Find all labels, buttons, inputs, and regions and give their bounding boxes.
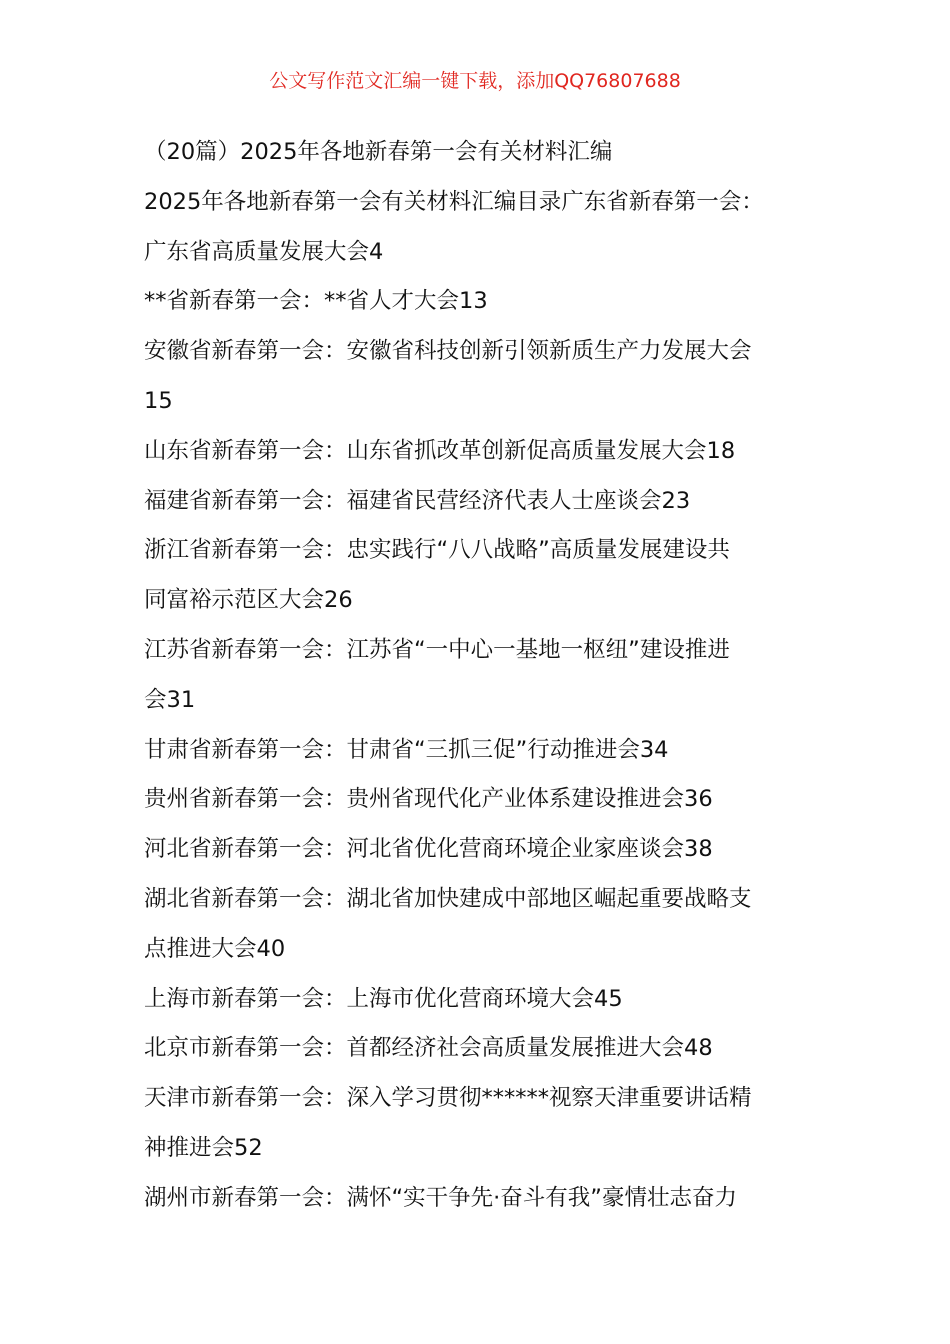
toc-line: 河北省新春第一会：河北省优化营商环境企业家座谈会38 bbox=[144, 836, 713, 863]
toc-line: 甘肃省新春第一会：甘肃省“三抓三促”行动推进会34 bbox=[144, 736, 669, 763]
toc-line: 广东省高质量发展大会4 bbox=[144, 238, 384, 265]
toc-line: 安徽省新春第一会：安徽省科技创新引领新质生产力发展大会 bbox=[144, 338, 752, 365]
document-body bbox=[144, 128, 814, 1224]
toc-line: 江苏省新春第一会：江苏省“一中心一基地一枢纽”建设推进 bbox=[144, 636, 730, 663]
toc-line: 点推进大会40 bbox=[144, 935, 286, 962]
toc-line: **省新春第一会：**省人才大会13 bbox=[144, 288, 488, 315]
toc-line: 湖州市新春第一会：满怀“实干争先·奋斗有我”豪情壮志奋力 bbox=[144, 1184, 737, 1211]
toc-line: 山东省新春第一会：山东省抓改革创新促高质量发展大会18 bbox=[144, 437, 736, 464]
toc-line: 贵州省新春第一会：贵州省现代化产业体系建设推进会36 bbox=[144, 786, 713, 813]
toc-line: 福建省新春第一会：福建省民营经济代表人士座谈会23 bbox=[144, 487, 691, 514]
toc-line: 神推进会52 bbox=[144, 1134, 263, 1161]
toc-line: 浙江省新春第一会：忠实践行“八八战略”高质量发展建设共 bbox=[144, 537, 730, 564]
toc-line: 天津市新春第一会：深入学习贯彻******视察天津重要讲话精 bbox=[144, 1085, 752, 1112]
toc-line: 上海市新春第一会：上海市优化营商环境大会45 bbox=[144, 985, 623, 1012]
toc-heading-line: 2025年各地新春第一会有关材料汇编目录广东省新春第一会： bbox=[144, 188, 764, 215]
toc-line: 同富裕示范区大会26 bbox=[144, 587, 353, 614]
toc-line: 会31 bbox=[144, 686, 196, 713]
download-note: 公文写作范文汇编一键下载，添加QQ76807688 bbox=[269, 70, 681, 92]
toc-line: 湖北省新春第一会：湖北省加快建成中部地区崛起重要战略支 bbox=[144, 885, 752, 912]
toc-line: 15 bbox=[144, 387, 173, 414]
toc-line: 北京市新春第一会：首都经济社会高质量发展推进大会48 bbox=[144, 1035, 713, 1062]
document-title: （20篇）2025年各地新春第一会有关材料汇编 bbox=[144, 139, 613, 165]
